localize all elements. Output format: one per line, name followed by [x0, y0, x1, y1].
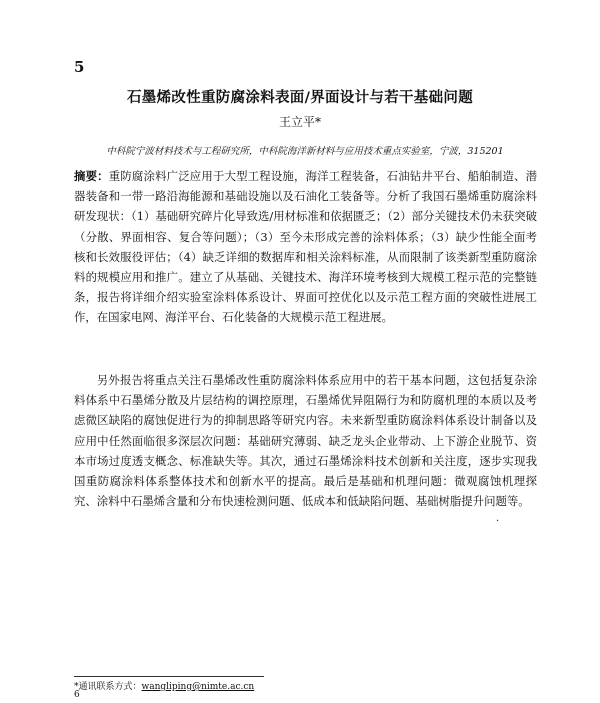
stray-mark: .	[496, 513, 500, 524]
author-name: 王立平*	[278, 115, 321, 129]
abstract-text: 重防腐涂料广泛应用于大型工程设施，海洋工程装备，石油钻井平台、船舶制造、潜器装备和一带一路沿海能源和基础设施以及石油化工装备等。分析了我国石墨烯重防腐涂料研发现状：（1）基础研究碎片化导致选/用材标准和依据匮乏；（2）部分关键技术仍未获突破（分散、界面相容、复合等问题）；（3）至今未形成完善的涂料体系；（3）缺少性能全面考核和长效服役评估；（4）缺乏详细的数据库和相关涂料标准，从而限制了该类新型重防腐涂料的规模应用和推广。建立了从基础、关键技术、海洋环境考核到大规模工程示范的完整链条，报告将详细介绍实验室涂料体系设计、界面可控优化以及示范工程方面的突破性进展工作，在国家电网、海洋平台、石化装备的大规模示范工程进展。	[74, 169, 537, 325]
abstract-label: 摘要：	[74, 169, 109, 183]
body-paragraph: 另外报告将重点关注石墨烯改性重防腐涂料体系应用中的若干基本问题，这包括复杂涂料体系中石墨烯分散及片层结构的调控原理，石墨烯优异阻隔行为和防腐机理的本质以及考虑微区缺陷的腐蚀促进行为的抑制思路等研究内容。未来新型重防腐涂料体系设计制备以及应用中任然面临很多深层次问题：基础研究薄弱、缺乏龙头企业带动、上下游企业脱节、资本市场过度透支概念、标准缺失等。其次，通过石墨烯涂料技术创新和关注度，逐步实现我国重防腐涂料体系整体技术和创新水平的提高。最后是基础和机理问题：微观腐蚀机理探究、涂料中石墨烯含量和分布快速检测问题、低成本和低缺陷问题、基础树脂提升问题等。	[74, 373, 537, 509]
footnote-divider	[74, 676, 264, 677]
paper-title: 石墨烯改性重防腐涂料表面/界面设计与若干基础问题	[127, 90, 473, 106]
footnote-prefix: *通讯联系方式：	[74, 682, 142, 692]
contact-email-link[interactable]: wangliping@nimte.ac.cn	[141, 682, 255, 692]
author-affiliation: 中科院宁波材料技术与工程研究所，中科院海洋新材料与应用技术重点实验室，宁波，315201	[106, 146, 504, 157]
footnote	[74, 679, 254, 692]
page-number-bottom: 6	[74, 690, 80, 700]
page-number-top: 5	[74, 58, 85, 76]
abstract-paragraph	[74, 166, 537, 328]
